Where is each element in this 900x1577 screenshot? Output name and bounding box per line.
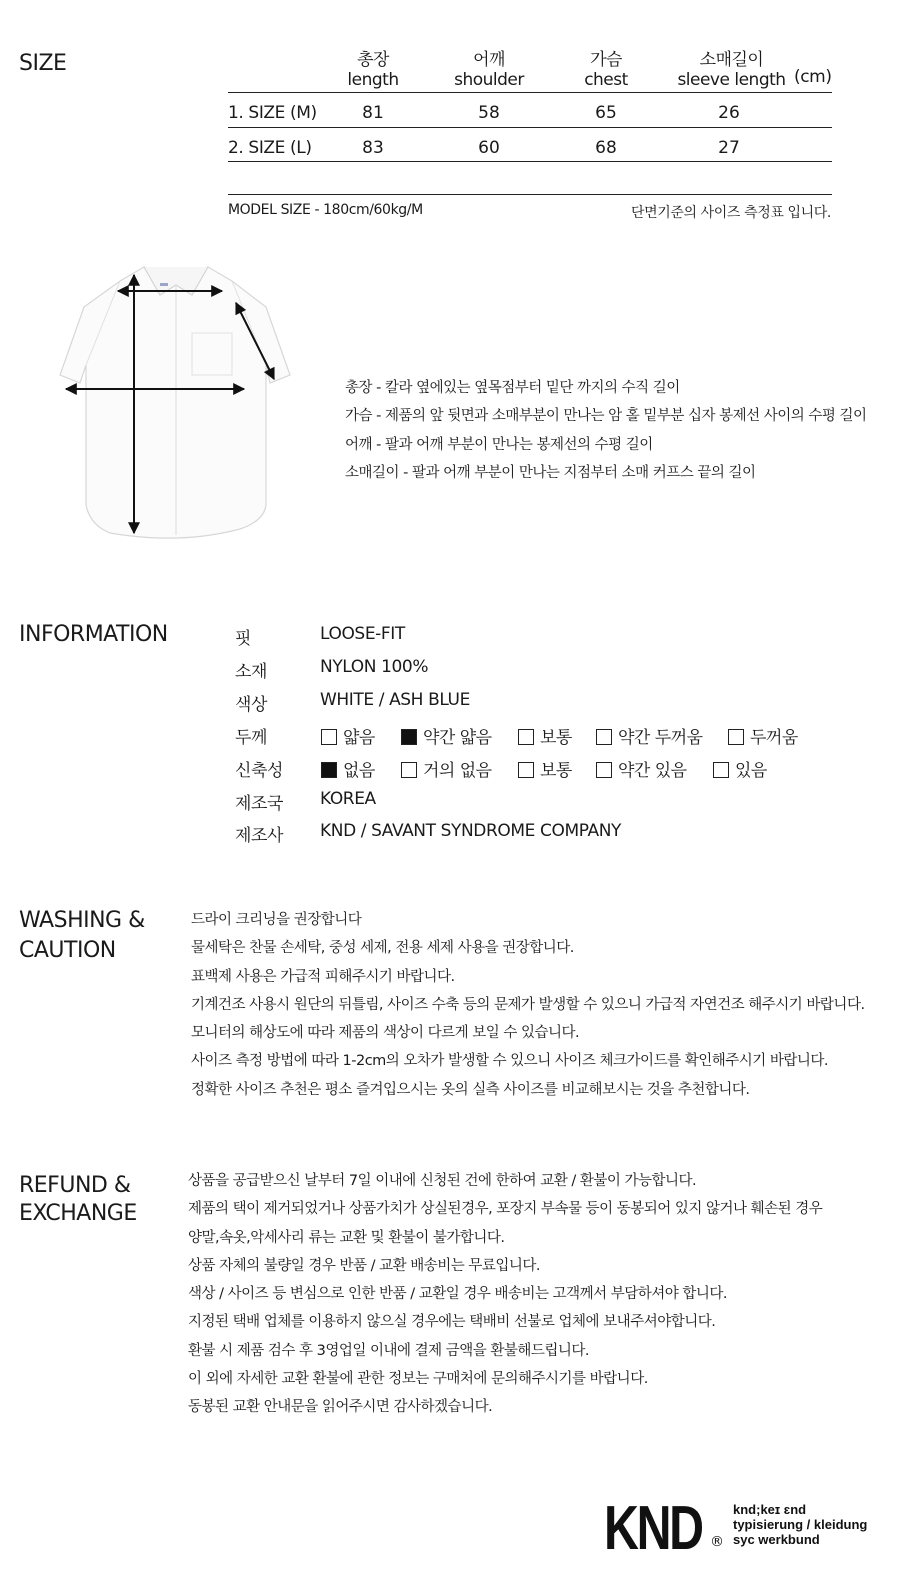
- info-label-material: 소재: [235, 662, 268, 682]
- refund-line: 동봉된 교환 안내문을 읽어주시면 감사하겠습니다.: [188, 1399, 493, 1416]
- size-cell: 65: [595, 103, 617, 123]
- thickness-option-label: 얇음: [343, 728, 375, 748]
- shirt-measure-diagram: [40, 255, 300, 550]
- size-cell: 60: [478, 138, 500, 158]
- size-header-en: sleeve length: [677, 70, 786, 90]
- refund-section-title: [19, 1172, 137, 1228]
- refund-title-line: EXCHANGE: [19, 1201, 137, 1226]
- info-value-color: WHITE / ASH BLUE: [320, 690, 470, 710]
- info-label-maker: 제조사: [235, 826, 284, 846]
- brand-tagline-line: typisierung / kleidung: [733, 1517, 868, 1532]
- information-section-title: INFORMATION: [19, 622, 168, 647]
- info-label-color: 색상: [235, 695, 268, 715]
- brand-tagline-line: syc werkbund: [733, 1532, 820, 1547]
- checkbox-icon: [713, 762, 729, 778]
- thickness-option-label: 보통: [540, 728, 572, 748]
- size-cell: 58: [478, 103, 500, 123]
- washing-section-title: [19, 906, 145, 966]
- stretch-option-label: 있음: [735, 761, 767, 781]
- model-size: MODEL SIZE - 180cm/60kg/M: [228, 202, 423, 218]
- washing-line: 사이즈 측정 방법에 따라 1-2cm의 오차가 발생할 수 있으니 사이즈 체크가이드를 확인해주시기 바랍니다.: [191, 1053, 828, 1070]
- size-cell: 68: [595, 138, 617, 158]
- size-table-rule: [228, 161, 832, 162]
- info-label-country: 제조국: [235, 794, 284, 814]
- info-value-fit: LOOSE-FIT: [320, 624, 405, 644]
- checkbox-icon: [596, 762, 612, 778]
- thickness-option: [728, 723, 798, 748]
- size-header-en: chest: [584, 70, 628, 90]
- size-cell: 26: [718, 103, 740, 123]
- info-value-material: NYLON 100%: [320, 657, 429, 677]
- size-unit: (cm): [794, 67, 832, 87]
- stretch-option: [518, 756, 572, 781]
- info-label-thickness: 두께: [235, 728, 268, 748]
- stretch-option-label: 없음: [343, 761, 375, 781]
- washing-line: 표백제 사용은 가급적 피해주시기 바랍니다.: [191, 968, 455, 985]
- measure-guide-line: 가슴 - 제품의 앞 뒷면과 소매부분이 만나는 암 홀 밑부분 십자 봉제선 사이의 수평 길이: [345, 408, 867, 425]
- measure-guide-line: 총장 - 칼라 옆에있는 옆목점부터 밑단 까지의 수직 길이: [345, 380, 680, 396]
- size-cell: 27: [718, 138, 740, 158]
- size-row-label: 1. SIZE (M): [228, 103, 317, 123]
- stretch-option-label: 보통: [540, 761, 572, 781]
- size-header-shoulder: [434, 50, 544, 90]
- refund-line: 환불 시 제품 검수 후 3영업일 이내에 결제 금액을 환불해드립니다.: [188, 1342, 589, 1359]
- size-cell: 81: [362, 103, 384, 123]
- thickness-option: [321, 723, 375, 748]
- size-header-sleeve: [664, 50, 799, 90]
- thickness-option: [596, 723, 703, 748]
- brand-tagline: [733, 1502, 867, 1547]
- refund-line: 상품을 공급받으신 날부터 7일 이내에 신청된 건에 한하여 교환 / 환불이 가능합니다.: [188, 1173, 697, 1189]
- washing-line: 물세탁은 찬물 손세탁, 중성 세제, 전용 세제 사용을 권장합니다.: [191, 940, 574, 957]
- thickness-option-label: 약간 두꺼움: [618, 728, 703, 748]
- size-section-title: SIZE: [19, 51, 67, 76]
- refund-policy: [188, 1167, 822, 1422]
- size-note: 단면기준의 사이즈 측정표 입니다.: [631, 205, 831, 221]
- registered-mark: ®: [710, 1534, 724, 1550]
- stretch-option: [596, 756, 687, 781]
- thickness-option-label: 약간 얇음: [423, 728, 492, 748]
- refund-title-line: REFUND &: [19, 1173, 131, 1198]
- size-header-ko: 총장: [357, 50, 389, 70]
- washing-line: 모니터의 해상도에 따라 제품의 색상이 다르게 보일 수 있습니다.: [191, 1025, 580, 1042]
- brand-logo: KND: [604, 1494, 702, 1563]
- refund-line: 제품의 택이 제거되었거나 상품가치가 상실된경우, 포장지 부속물 등이 동봉되어 있지 않거나 훼손된 경우: [188, 1201, 823, 1218]
- washing-title-line: WASHING &: [19, 908, 145, 933]
- washing-line: 드라이 크리닝을 권장합니다: [191, 912, 362, 928]
- size-header-chest: [556, 50, 656, 90]
- checkbox-icon: [518, 762, 534, 778]
- refund-line: 상품 자체의 불량일 경우 반품 / 교환 배송비는 무료입니다.: [188, 1257, 541, 1274]
- brand-tagline-line: knd;keɪ ɛnd: [733, 1502, 807, 1517]
- refund-line: 지정된 택배 업체를 이용하지 않으실 경우에는 택배비 선불로 업체에 보내주셔야합니다.: [188, 1314, 716, 1331]
- info-value-country: KOREA: [320, 789, 376, 809]
- size-table-rule: [228, 127, 832, 128]
- stretch-option: [321, 756, 375, 781]
- thickness-option: [401, 723, 492, 748]
- checkbox-checked-icon: [401, 729, 417, 745]
- thickness-option: [518, 723, 572, 748]
- size-header-ko: 소매길이: [699, 50, 764, 70]
- info-value-maker: KND / SAVANT SYNDROME COMPANY: [320, 821, 622, 841]
- size-header-en: length: [347, 70, 399, 90]
- refund-line: 색상 / 사이즈 등 변심으로 인한 반품 / 교환일 경우 배송비는 고객께서 부담하셔야 합니다.: [188, 1286, 728, 1303]
- stretch-option-label: 거의 없음: [423, 761, 492, 781]
- size-row-label: 2. SIZE (L): [228, 138, 312, 158]
- size-header-length: [323, 50, 423, 90]
- washing-instructions: [191, 906, 865, 1104]
- info-label-fit: 핏: [235, 629, 252, 649]
- size-table-rule: [228, 92, 832, 93]
- stretch-option: [401, 756, 492, 781]
- measure-guide-line: 어깨 - 팔과 어깨 부분이 만나는 봉제선의 수평 길이: [345, 436, 653, 453]
- size-header-en: shoulder: [454, 70, 524, 90]
- stretch-option: [713, 756, 767, 781]
- washing-line: 기계건조 사용시 원단의 뒤틀림, 사이즈 수축 등의 문제가 발생할 수 있으니 가급적 자연건조 해주시기 바랍니다.: [191, 996, 865, 1013]
- info-label-stretch: 신축성: [235, 761, 284, 781]
- size-table-rule: [228, 194, 832, 195]
- thickness-option-label: 두꺼움: [750, 728, 798, 748]
- checkbox-icon: [518, 729, 534, 745]
- washing-title-line: CAUTION: [19, 938, 116, 963]
- checkbox-icon: [728, 729, 744, 745]
- checkbox-icon: [321, 729, 337, 745]
- size-header-ko: 가슴: [590, 50, 622, 70]
- stretch-option-label: 약간 있음: [618, 761, 687, 781]
- size-header-ko: 어깨: [473, 50, 505, 70]
- measure-guide: [345, 374, 867, 487]
- checkbox-icon: [596, 729, 612, 745]
- checkbox-checked-icon: [321, 762, 337, 778]
- washing-line: 정확한 사이즈 추천은 평소 즐겨입으시는 옷의 실측 사이즈를 비교해보시는 것을 추천합니다.: [191, 1081, 750, 1098]
- measure-guide-line: 소매길이 - 팔과 어깨 부분이 만나는 지점부터 소매 커프스 끝의 길이: [345, 464, 756, 481]
- checkbox-icon: [401, 762, 417, 778]
- refund-line: 이 외에 자세한 교환 환불에 관한 정보는 구매처에 문의해주시기를 바랍니다.: [188, 1371, 648, 1388]
- size-cell: 83: [362, 138, 384, 158]
- refund-line: 양말,속옷,악세사리 류는 교환 및 환불이 불가합니다.: [188, 1229, 505, 1246]
